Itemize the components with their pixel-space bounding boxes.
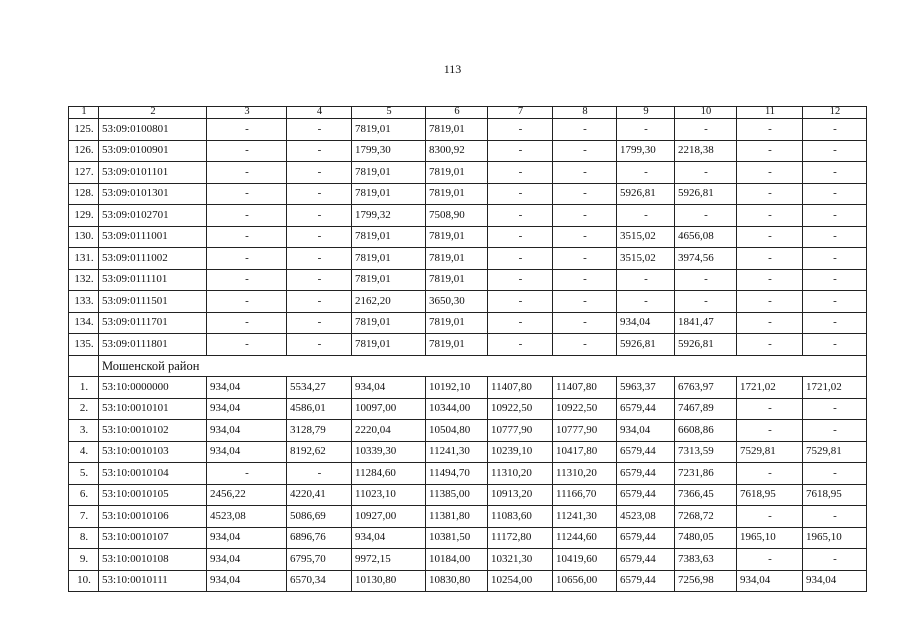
page-number: 113 (443, 62, 462, 76)
value-cell: - (675, 205, 737, 227)
value-cell: 7819,01 (426, 334, 488, 356)
value-cell: - (488, 183, 553, 205)
value-cell: 5926,81 (675, 183, 737, 205)
value-cell: 934,04 (352, 527, 426, 549)
value-cell: - (737, 269, 803, 291)
value-cell: - (287, 334, 352, 356)
row-number-cell: 129. (69, 205, 99, 227)
value-cell: - (803, 183, 867, 205)
row-number-cell: 130. (69, 226, 99, 248)
row-number-cell: 135. (69, 334, 99, 356)
column-header: 1 (69, 107, 99, 119)
value-cell: 6896,76 (287, 527, 352, 549)
value-cell: - (553, 162, 617, 184)
row-number-cell: 131. (69, 248, 99, 270)
cadastral-code-cell: 53:09:0111801 (99, 334, 207, 356)
value-cell: 10239,10 (488, 441, 553, 463)
value-cell: 7819,01 (426, 312, 488, 334)
value-cell: 11407,80 (488, 377, 553, 399)
table-row (69, 226, 867, 248)
value-cell: 11284,60 (352, 463, 426, 485)
value-cell: - (207, 334, 287, 356)
value-cell: 7819,01 (352, 269, 426, 291)
value-cell: 934,04 (207, 549, 287, 571)
value-cell: 11310,20 (553, 463, 617, 485)
cadastral-code-cell: 53:09:0111501 (99, 291, 207, 313)
value-cell: - (737, 291, 803, 313)
table-row (69, 398, 867, 420)
cadastral-code-cell: 53:09:0100801 (99, 119, 207, 141)
cadastral-code-cell: 53:10:0010108 (99, 549, 207, 571)
value-cell: 7819,01 (352, 334, 426, 356)
column-header: 4 (287, 107, 352, 119)
cadastral-code-cell: 53:09:0100901 (99, 140, 207, 162)
value-cell: 11310,20 (488, 463, 553, 485)
value-cell: - (553, 205, 617, 227)
value-cell: 3650,30 (426, 291, 488, 313)
table-row (69, 312, 867, 334)
column-header: 5 (352, 107, 426, 119)
value-cell: 4523,08 (617, 506, 675, 528)
value-cell: - (675, 269, 737, 291)
value-cell: - (207, 248, 287, 270)
section-row (69, 355, 867, 377)
value-cell: - (207, 291, 287, 313)
value-cell: 7819,01 (426, 226, 488, 248)
row-number-cell: 6. (69, 484, 99, 506)
value-cell: - (737, 334, 803, 356)
value-cell: 1799,30 (352, 140, 426, 162)
value-cell: 8192,62 (287, 441, 352, 463)
value-cell: 3128,79 (287, 420, 352, 442)
cadastral-code-cell: 53:09:0101101 (99, 162, 207, 184)
table-row (69, 441, 867, 463)
cadastral-code-cell: 53:10:0010103 (99, 441, 207, 463)
value-cell: 5086,69 (287, 506, 352, 528)
value-cell: 1799,32 (352, 205, 426, 227)
value-cell: 10130,80 (352, 570, 426, 592)
value-cell: 3515,02 (617, 248, 675, 270)
value-cell: - (553, 312, 617, 334)
value-cell: 7467,89 (675, 398, 737, 420)
value-cell: - (488, 248, 553, 270)
value-cell: - (287, 119, 352, 141)
value-cell: 10656,00 (553, 570, 617, 592)
value-cell: 6579,44 (617, 527, 675, 549)
cadastral-code-cell: 53:09:0101301 (99, 183, 207, 205)
column-header: 6 (426, 107, 488, 119)
value-cell: - (488, 291, 553, 313)
value-cell: 10913,20 (488, 484, 553, 506)
value-cell: 7618,95 (803, 484, 867, 506)
value-cell: - (617, 162, 675, 184)
column-header: 10 (675, 107, 737, 119)
cadastral-code-cell: 53:09:0111101 (99, 269, 207, 291)
value-cell: 11172,80 (488, 527, 553, 549)
value-cell: 1965,10 (803, 527, 867, 549)
value-cell: - (207, 119, 287, 141)
cadastral-code-cell: 53:10:0010106 (99, 506, 207, 528)
value-cell: - (207, 312, 287, 334)
value-cell: 11241,30 (553, 506, 617, 528)
value-cell: 7819,01 (426, 119, 488, 141)
value-cell: 1799,30 (617, 140, 675, 162)
value-cell: 11023,10 (352, 484, 426, 506)
value-cell: 934,04 (207, 377, 287, 399)
value-cell: - (737, 549, 803, 571)
value-cell: - (287, 463, 352, 485)
row-number-cell: 7. (69, 506, 99, 528)
value-cell: - (737, 312, 803, 334)
cadastral-code-cell: 53:10:0010101 (99, 398, 207, 420)
value-cell: - (488, 140, 553, 162)
value-cell: - (737, 140, 803, 162)
row-number-cell: 133. (69, 291, 99, 313)
value-cell: 11385,00 (426, 484, 488, 506)
cadastral-code-cell: 53:10:0000000 (99, 377, 207, 399)
value-cell: 6579,44 (617, 570, 675, 592)
value-cell: 7268,72 (675, 506, 737, 528)
row-number-cell: 126. (69, 140, 99, 162)
value-cell: 5534,27 (287, 377, 352, 399)
value-cell: - (488, 119, 553, 141)
value-cell: - (207, 140, 287, 162)
row-number-cell: 10. (69, 570, 99, 592)
value-cell: 10419,60 (553, 549, 617, 571)
value-cell: 10830,80 (426, 570, 488, 592)
value-cell: 7819,01 (426, 183, 488, 205)
value-cell: 11166,70 (553, 484, 617, 506)
value-cell: 6608,86 (675, 420, 737, 442)
value-cell: 5963,37 (617, 377, 675, 399)
value-cell: - (287, 140, 352, 162)
row-number-cell: 127. (69, 162, 99, 184)
value-cell: 1721,02 (737, 377, 803, 399)
value-cell: - (803, 226, 867, 248)
value-cell: 7480,05 (675, 527, 737, 549)
value-cell: 934,04 (617, 312, 675, 334)
value-cell: - (488, 334, 553, 356)
value-cell: 2162,20 (352, 291, 426, 313)
value-cell: 10339,30 (352, 441, 426, 463)
value-cell: 934,04 (207, 420, 287, 442)
table-row (69, 484, 867, 506)
row-number-cell: 132. (69, 269, 99, 291)
value-cell: - (553, 119, 617, 141)
value-cell: 7618,95 (737, 484, 803, 506)
value-cell: - (617, 205, 675, 227)
column-header: 12 (803, 107, 867, 119)
value-cell: - (617, 291, 675, 313)
value-cell: 5926,81 (617, 334, 675, 356)
value-cell: 10777,90 (553, 420, 617, 442)
value-cell: 2456,22 (207, 484, 287, 506)
value-cell: 4220,41 (287, 484, 352, 506)
value-cell: 7529,81 (803, 441, 867, 463)
value-cell: 7383,63 (675, 549, 737, 571)
row-number-cell: 1. (69, 377, 99, 399)
column-header: 2 (99, 107, 207, 119)
value-cell: - (488, 205, 553, 227)
value-cell: - (675, 162, 737, 184)
value-cell: 934,04 (352, 377, 426, 399)
table-row (69, 291, 867, 313)
value-cell: - (617, 269, 675, 291)
table-row (69, 570, 867, 592)
value-cell: 11244,60 (553, 527, 617, 549)
value-cell: - (803, 334, 867, 356)
value-cell: 6570,34 (287, 570, 352, 592)
value-cell: - (488, 226, 553, 248)
value-cell: - (675, 119, 737, 141)
value-cell: 2218,38 (675, 140, 737, 162)
value-cell: 7231,86 (675, 463, 737, 485)
row-number-cell: 134. (69, 312, 99, 334)
value-cell: - (803, 420, 867, 442)
value-cell: 10321,30 (488, 549, 553, 571)
value-cell: - (803, 506, 867, 528)
value-cell: 11407,80 (553, 377, 617, 399)
section-empty-cell (69, 355, 99, 377)
value-cell: 7819,01 (352, 183, 426, 205)
section-title: Мошенской район (99, 355, 867, 377)
value-cell: 10192,10 (426, 377, 488, 399)
value-cell: - (737, 119, 803, 141)
value-cell: 3515,02 (617, 226, 675, 248)
value-cell: 5926,81 (675, 334, 737, 356)
value-cell: - (803, 398, 867, 420)
value-cell: 4523,08 (207, 506, 287, 528)
value-cell: 9972,15 (352, 549, 426, 571)
value-cell: 6763,97 (675, 377, 737, 399)
value-cell: - (287, 162, 352, 184)
column-header: 11 (737, 107, 803, 119)
value-cell: 11241,30 (426, 441, 488, 463)
value-cell: - (803, 205, 867, 227)
column-header: 7 (488, 107, 553, 119)
cadastral-code-cell: 53:10:0010107 (99, 527, 207, 549)
value-cell: - (737, 463, 803, 485)
value-cell: 7366,45 (675, 484, 737, 506)
value-cell: - (803, 312, 867, 334)
value-cell: - (737, 226, 803, 248)
value-cell: - (553, 334, 617, 356)
row-number-cell: 9. (69, 549, 99, 571)
value-cell: - (553, 269, 617, 291)
value-cell: - (803, 119, 867, 141)
value-cell: 10777,90 (488, 420, 553, 442)
cadastral-code-cell: 53:09:0102701 (99, 205, 207, 227)
cadastral-code-cell: 53:10:0010105 (99, 484, 207, 506)
value-cell: - (287, 226, 352, 248)
value-cell: - (287, 291, 352, 313)
value-cell: - (737, 162, 803, 184)
value-cell: 2220,04 (352, 420, 426, 442)
value-cell: 7819,01 (426, 248, 488, 270)
cadastral-code-cell: 53:10:0010102 (99, 420, 207, 442)
value-cell: 10184,00 (426, 549, 488, 571)
table-row (69, 549, 867, 571)
value-cell: 6579,44 (617, 484, 675, 506)
table-row (69, 377, 867, 399)
value-cell: - (803, 248, 867, 270)
value-cell: - (207, 162, 287, 184)
row-number-cell: 4. (69, 441, 99, 463)
value-cell: 7819,01 (352, 226, 426, 248)
table-row (69, 205, 867, 227)
value-cell: - (287, 312, 352, 334)
value-cell: 6579,44 (617, 549, 675, 571)
value-cell: 1965,10 (737, 527, 803, 549)
value-cell: 7819,01 (352, 119, 426, 141)
value-cell: 10381,50 (426, 527, 488, 549)
value-cell: 934,04 (617, 420, 675, 442)
value-cell: 11083,60 (488, 506, 553, 528)
value-cell: - (207, 269, 287, 291)
value-cell: 10922,50 (553, 398, 617, 420)
value-cell: - (553, 291, 617, 313)
table-row (69, 140, 867, 162)
value-cell: 10922,50 (488, 398, 553, 420)
value-cell: 7819,01 (352, 312, 426, 334)
value-cell: 934,04 (207, 527, 287, 549)
value-cell: 6579,44 (617, 441, 675, 463)
column-header: 8 (553, 107, 617, 119)
column-header: 3 (207, 107, 287, 119)
row-number-cell: 3. (69, 420, 99, 442)
value-cell: 7256,98 (675, 570, 737, 592)
cadastral-code-cell: 53:09:0111701 (99, 312, 207, 334)
value-cell: - (737, 183, 803, 205)
value-cell: - (488, 312, 553, 334)
value-cell: 10927,00 (352, 506, 426, 528)
header-row (69, 107, 867, 119)
value-cell: 4656,08 (675, 226, 737, 248)
value-cell: - (803, 162, 867, 184)
value-cell: - (553, 183, 617, 205)
value-cell: 7819,01 (352, 248, 426, 270)
value-cell: - (207, 226, 287, 248)
value-cell: - (803, 140, 867, 162)
value-cell: 6579,44 (617, 463, 675, 485)
value-cell: - (737, 398, 803, 420)
cadastral-code-cell: 53:10:0010111 (99, 570, 207, 592)
table-row (69, 162, 867, 184)
table-row (69, 463, 867, 485)
table-row (69, 248, 867, 270)
value-cell: 934,04 (207, 398, 287, 420)
value-cell: - (553, 140, 617, 162)
value-cell: - (737, 420, 803, 442)
value-cell: 6579,44 (617, 398, 675, 420)
value-cell: 10417,80 (553, 441, 617, 463)
table-row (69, 269, 867, 291)
table-row (69, 183, 867, 205)
value-cell: 11494,70 (426, 463, 488, 485)
table-row (69, 420, 867, 442)
value-cell: 10344,00 (426, 398, 488, 420)
table-row (69, 506, 867, 528)
data-table (68, 106, 867, 592)
value-cell: 7819,01 (426, 269, 488, 291)
value-cell: - (737, 248, 803, 270)
value-cell: 934,04 (207, 570, 287, 592)
value-cell: - (287, 248, 352, 270)
value-cell: 10254,00 (488, 570, 553, 592)
value-cell: - (553, 226, 617, 248)
row-number-cell: 5. (69, 463, 99, 485)
value-cell: 934,04 (803, 570, 867, 592)
value-cell: - (737, 205, 803, 227)
value-cell: 7819,01 (426, 162, 488, 184)
cadastral-code-cell: 53:10:0010104 (99, 463, 207, 485)
table-row (69, 527, 867, 549)
value-cell: 10097,00 (352, 398, 426, 420)
cadastral-code-cell: 53:09:0111002 (99, 248, 207, 270)
table-row (69, 334, 867, 356)
value-cell: 4586,01 (287, 398, 352, 420)
cadastral-code-cell: 53:09:0111001 (99, 226, 207, 248)
row-number-cell: 8. (69, 527, 99, 549)
value-cell: - (737, 506, 803, 528)
value-cell: - (488, 162, 553, 184)
value-cell: - (803, 291, 867, 313)
value-cell: 1721,02 (803, 377, 867, 399)
value-cell: - (287, 205, 352, 227)
value-cell: - (803, 463, 867, 485)
value-cell: - (617, 119, 675, 141)
table-row (69, 119, 867, 141)
value-cell: 7529,81 (737, 441, 803, 463)
value-cell: - (803, 549, 867, 571)
value-cell: 7313,59 (675, 441, 737, 463)
value-cell: 10504,80 (426, 420, 488, 442)
row-number-cell: 128. (69, 183, 99, 205)
value-cell: - (207, 183, 287, 205)
value-cell: 11381,80 (426, 506, 488, 528)
value-cell: 6795,70 (287, 549, 352, 571)
value-cell: - (488, 269, 553, 291)
value-cell: - (207, 463, 287, 485)
value-cell: - (287, 183, 352, 205)
value-cell: 5926,81 (617, 183, 675, 205)
value-cell: 7819,01 (352, 162, 426, 184)
value-cell: 1841,47 (675, 312, 737, 334)
value-cell: 8300,92 (426, 140, 488, 162)
value-cell: - (553, 248, 617, 270)
table-body (69, 107, 867, 592)
value-cell: - (803, 269, 867, 291)
value-cell: 3974,56 (675, 248, 737, 270)
row-number-cell: 125. (69, 119, 99, 141)
value-cell: 934,04 (207, 441, 287, 463)
row-number-cell: 2. (69, 398, 99, 420)
value-cell: - (675, 291, 737, 313)
value-cell: - (207, 205, 287, 227)
value-cell: 934,04 (737, 570, 803, 592)
value-cell: - (287, 269, 352, 291)
column-header: 9 (617, 107, 675, 119)
value-cell: 7508,90 (426, 205, 488, 227)
